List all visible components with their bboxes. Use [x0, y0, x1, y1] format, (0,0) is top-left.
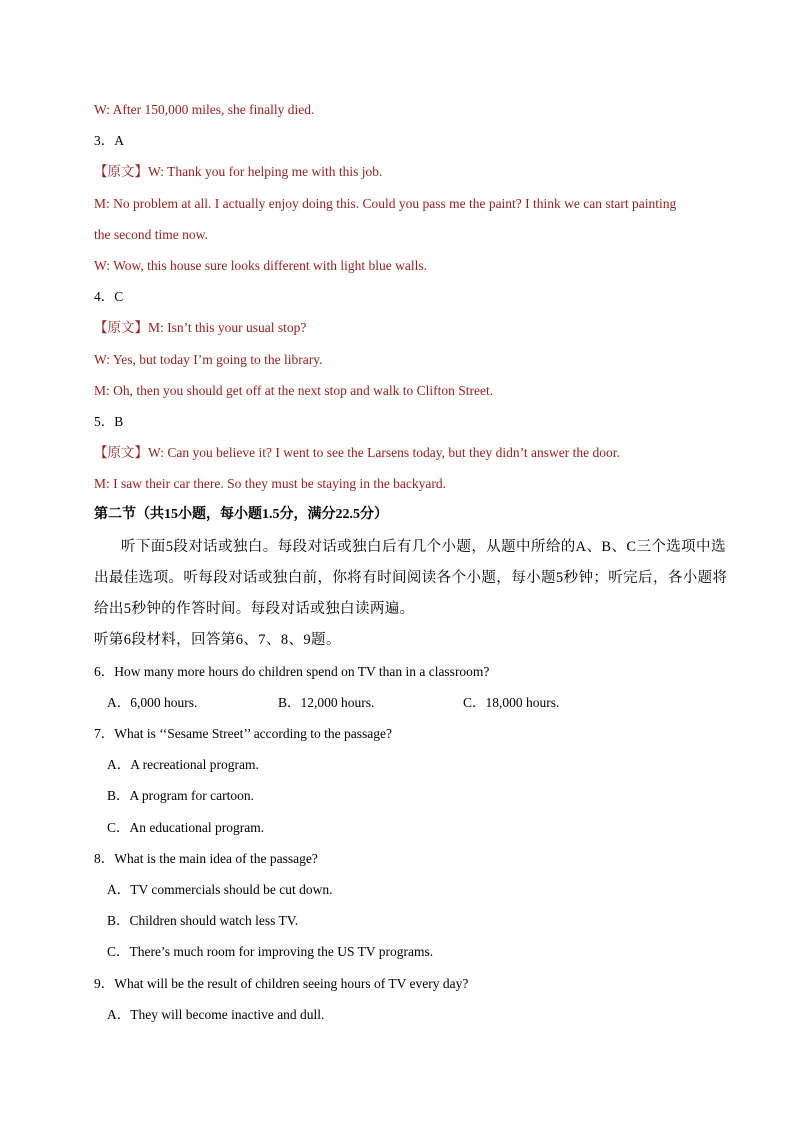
section-heading: 第二节（共15小题，每小题1.5分，满分22.5分） [94, 507, 388, 522]
answer-number-3: 3．A [94, 133, 124, 148]
transcript-line [94, 162, 382, 182]
transcript-tag: 【原文】 [94, 164, 148, 179]
option-c: C．18,000 hours. [463, 695, 560, 710]
material-note: 听第6段材料，回答第6、7、8、9题。 [94, 632, 341, 648]
transcript-tag: 【原文】 [94, 445, 148, 460]
option-b: B．A program for cartoon. [107, 788, 254, 803]
transcript-line: M: No problem at all. I actually enjoy doing this. Could you pass me the paint? I think we can start painting [94, 196, 677, 211]
option-b: B．12,000 hours. [278, 695, 375, 710]
transcript-line [94, 318, 306, 338]
option-a: A．6,000 hours. [107, 695, 198, 710]
transcript-line: M: I saw their car there. So they must be staying in the backyard. [94, 476, 447, 491]
transcript-line: M: Oh, then you should get off at the next stop and walk to Clifton Street. [94, 383, 494, 398]
option-b: B．Children should watch less TV. [107, 913, 299, 928]
question-stem: 9．What will be the result of children seeing hours of TV every day? [94, 976, 469, 991]
option-a: A．They will become inactive and dull. [107, 1007, 325, 1022]
transcript-line: W: After 150,000 miles, she finally died. [94, 102, 315, 117]
question-stem: 7．What is ‘‘Sesame Street’’ according to the passage? [94, 726, 393, 741]
option-c: C．There’s much room for improving the US TV programs. [107, 944, 434, 959]
answer-number-4: 4．C [94, 289, 124, 304]
transcript-line [94, 443, 620, 463]
option-a: A．TV commercials should be cut down. [107, 882, 333, 897]
instruction-line: 听下面5段对话或独白。每段对话或独白后有几个小题，从题中所给的A、B、C三个选项中选 [121, 539, 726, 555]
transcript-text: W: Can you believe it? I went to see the Larsens today, but they didn’t answer the door. [148, 445, 620, 460]
transcript-tag: 【原文】 [94, 320, 148, 335]
instruction-line: 出最佳选项。听每段对话或独白前，你将有时间阅读各个小题，每小题5秒钟；听完后，各小题将 [94, 570, 728, 586]
question-stem: 6．How many more hours do children spend on TV than in a classroom? [94, 664, 490, 679]
option-a: A．A recreational program. [107, 757, 259, 772]
question-stem: 8．What is the main idea of the passage? [94, 851, 318, 866]
transcript-line: W: Yes, but today I’m going to the library. [94, 352, 323, 367]
instruction-line: 给出5秒钟的作答时间。每段对话或独白读两遍。 [94, 601, 415, 617]
option-c: C．An educational program. [107, 820, 265, 835]
transcript-line: the second time now. [94, 227, 208, 242]
transcript-text: W: Thank you for helping me with this job. [148, 164, 383, 179]
transcript-line: W: Wow, this house sure looks different with light blue walls. [94, 258, 427, 273]
answer-number-5: 5．B [94, 414, 124, 429]
transcript-text: M: Isn’t this your usual stop? [148, 320, 307, 335]
